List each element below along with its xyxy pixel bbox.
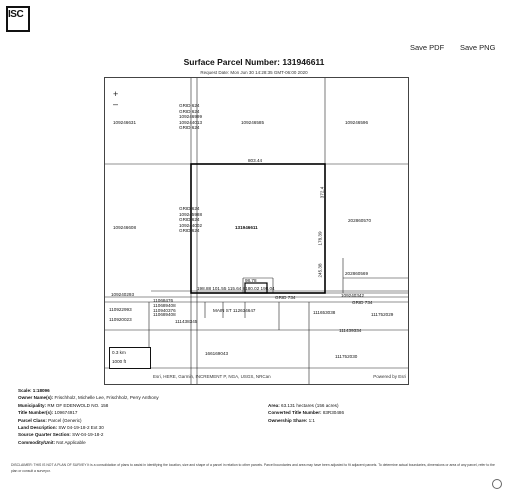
info-left [18, 387, 159, 446]
logo-text: ISC [8, 9, 24, 20]
scale-text: Scale: 1:18096 [18, 388, 50, 393]
powered-by: Powered by Esri [373, 374, 406, 379]
disclaimer: DISCLAIMER: THIS IS NOT A PLAN OF SURVEY It is a consolidation of plans to assist in identifying the location, size and shape of a parcel in relation to other parcels. Parcel boundaries and area may have been adjusted to fit adjacent parcels. To determine actual boundaries, dimensions or area of any parcel, refer to the plan or consult a surveyor. [11, 463, 495, 473]
land-desc-label: Land Description: [18, 425, 58, 431]
zoom-in-button[interactable]: + [113, 89, 119, 99]
scale-km: 0.3 km [112, 350, 126, 355]
parcel-label: 111438345 [175, 319, 198, 324]
parcel-label: 111752029 [371, 312, 394, 317]
area-value: 63.131 hectares (156 acres) [281, 403, 339, 408]
parcel-map[interactable] [104, 77, 409, 385]
parcel-label: 202860570 [348, 218, 371, 223]
map-scale-bar [109, 347, 151, 369]
ownership-label: Ownership Share: [268, 417, 308, 423]
parcel-label: 166169043 [205, 351, 228, 356]
dimension-label: 372.4 [319, 186, 325, 199]
parcel-label: 110689408 [153, 312, 176, 317]
parcel-class-label: Parcel Class: [18, 417, 47, 423]
parcel-label: 109246608 [113, 225, 136, 230]
title-number-value: 109674917 [54, 410, 78, 416]
parcel-label: 109246596 [345, 120, 368, 125]
ownership-value: 1:1 [308, 417, 315, 423]
parcel-label: 109240293 [111, 292, 134, 297]
dimension-label: 803.44 [248, 158, 263, 163]
municipality-value: RM OF EDENWOLD NO. 158 [47, 402, 109, 408]
map-attribution: Esri, HERE, Garmin, INCREMENT P, NGA, USGS, NRCan [153, 374, 271, 379]
title-number-label: Title Number(s): [18, 410, 54, 416]
parcel-label: 109246631 [113, 120, 136, 125]
parcel-label: 11068476 110689408 110940376 [153, 298, 176, 313]
municipality-label: Municipality: [18, 402, 47, 408]
save-png-link[interactable]: Save PNG [460, 43, 496, 52]
main-parcel-label: 131946611 [235, 225, 258, 230]
commodity-label: Commodity/Unit: [18, 439, 56, 445]
converted-label: Converted Title Number: [268, 410, 322, 416]
street-label: MAIN ST 112634647 [213, 308, 256, 313]
save-pdf-link[interactable]: Save PDF [410, 43, 445, 52]
parcel-class-value: Parcel (Generic) [48, 417, 82, 423]
dimension-label: 178.39 [317, 231, 323, 246]
grid-label: GRID 624 109245988 GRID 624 109244002 GRID 624 [179, 206, 202, 233]
source-qs-value: SW-04-19-18-2 [72, 432, 104, 438]
owners-label: Owner Name(s): [18, 395, 54, 401]
parcel-label: 111653038 [313, 310, 336, 315]
grid-label: GRID 624 GRID 624 109246999 109244013 GRID 624 [179, 103, 202, 130]
converted-value: 83R30486 [322, 410, 345, 416]
dimension-label: 245.38 [317, 263, 323, 278]
parcel-label: 109246585 [241, 120, 264, 125]
info-right [268, 402, 344, 424]
land-desc-value: SW 04-19-18-2 Ext 30 [58, 425, 104, 431]
request-date: Request Date: Mon Jun 30 14:28:35 GMT-06:00 2020 [200, 70, 308, 75]
zoom-out-button[interactable]: – [113, 99, 119, 109]
parcel-label: 110922993 [109, 307, 132, 312]
parcel-label: 111752030 [335, 354, 358, 359]
parcel-label: 202860569 [345, 271, 368, 276]
parcel-label: 109240342 [341, 293, 364, 298]
grid-label: GRID 734 [352, 300, 373, 305]
parcel-label: 111439334 [339, 328, 362, 333]
area-label: Area: [268, 403, 280, 408]
dimension-label: 198.88 101.55 115.64 8180.02 198.04 [197, 286, 275, 291]
source-qs-label: Source Quarter Section: [18, 432, 71, 438]
owners-value: Frischholz, Michelle Lee, Frischholz, Perry Anthony [54, 395, 159, 401]
grid-label: GRID 734 [275, 295, 296, 300]
dimension-label: 98.78 [245, 278, 257, 283]
page-title: Surface Parcel Number: 131946611 [183, 57, 325, 67]
scale-ft: 1000 ft [112, 359, 127, 364]
commodity-value: Not Applicable [56, 439, 86, 445]
parcel-label: 110920023 [109, 317, 132, 322]
